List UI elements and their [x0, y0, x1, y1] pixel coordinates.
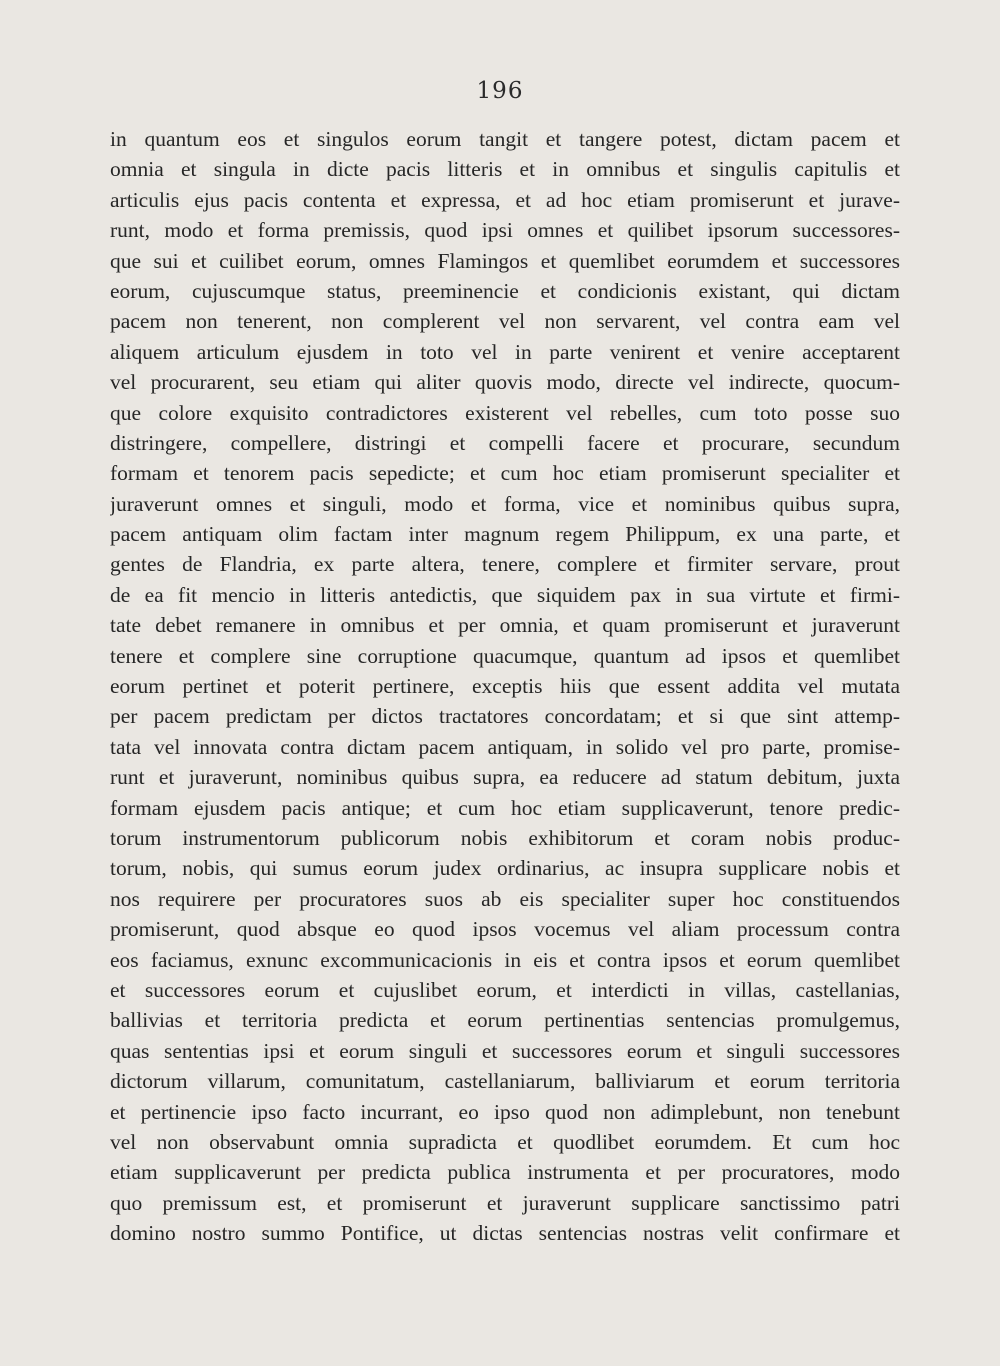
text-line: etiam supplicaverunt per predicta publica instrumenta et per procuratores, modo — [110, 1160, 900, 1185]
text-line: tate debet remanere in omnibus et per omnia, et quam promiserunt et juraverunt — [110, 613, 900, 638]
text-line: torum, nobis, qui sumus eorum judex ordinarius, ac insupra supplicare nobis et — [110, 856, 900, 881]
text-line: formam et tenorem pacis sepedicte; et cum hoc etiam promiserunt specialiter et — [110, 461, 900, 486]
text-line: runt, modo et forma premissis, quod ipsi omnes et quilibet ipsorum successores- — [110, 218, 900, 243]
text-line: pacem antiquam olim factam inter magnum regem Philippum, ex una parte, et — [110, 522, 900, 547]
text-line: distringere, compellere, distringi et compelli facere et procurare, secundum — [110, 430, 900, 455]
text-line: nos requirere per procuratores suos ab eis specialiter super hoc constituendos — [110, 886, 900, 911]
text-line: que sui et cuilibet eorum, omnes Flamingos et quemlibet eorumdem et successores — [110, 248, 900, 273]
text-line: eos faciamus, exnunc excommunicacionis in eis et contra ipsos et eorum quemlibet — [110, 947, 900, 972]
text-line: et pertinencie ipso facto incurrant, eo ipso quod non adimplebunt, non tenebunt — [110, 1099, 900, 1124]
text-line: pacem non tenerent, non complerent vel non servarent, vel contra eam vel — [110, 309, 900, 334]
text-line: articulis ejus pacis contenta et expressa, et ad hoc etiam promiserunt et jurave- — [110, 187, 900, 212]
text-line: et successores eorum et cujuslibet eorum, et interdicti in villas, castellanias, — [110, 977, 900, 1002]
text-line: eorum, cujuscumque status, preeminencie et condicionis existant, qui dictam — [110, 278, 900, 303]
text-line: promiserunt, quod absque eo quod ipsos vocemus vel aliam processum contra — [110, 917, 900, 942]
page-number: 196 — [476, 78, 524, 104]
text-line: per pacem predictam per dictos tractatores concordatam; et si que sint attemp- — [110, 704, 900, 729]
text-line: aliquem articulum ejusdem in toto vel in parte venirent et venire acceptarent — [110, 339, 900, 364]
text-line: quo premissum est, et promiserunt et juraverunt supplicare sanctissimo patri — [110, 1190, 900, 1215]
body-text — [110, 124, 900, 1248]
text-line: de ea fit mencio in litteris antedictis, que siquidem pax in sua virtute et firmi- — [110, 582, 900, 607]
text-line: ballivias et territoria predicta et eorum pertinentias sentencias promulgemus, — [110, 1008, 900, 1033]
text-line: formam ejusdem pacis antique; et cum hoc etiam supplicaverunt, tenore predic- — [110, 795, 900, 820]
text-line: omnia et singula in dicte pacis litteris et in omnibus et singulis capitulis et — [110, 157, 900, 182]
text-line: eorum pertinet et poterit pertinere, exceptis hiis que essent addita vel mutata — [110, 674, 900, 699]
text-line: dictorum villarum, comunitatum, castellaniarum, balliviarum et eorum territoria — [110, 1069, 900, 1094]
text-line: torum instrumentorum publicorum nobis exhibitorum et coram nobis produc- — [110, 825, 900, 850]
text-line: vel procurarent, seu etiam qui aliter quovis modo, directe vel indirecte, quocum- — [110, 370, 900, 395]
text-line: runt et juraverunt, nominibus quibus supra, ea reducere ad statum debitum, juxta — [110, 765, 900, 790]
text-line: vel non observabunt omnia supradicta et quodlibet eorumdem. Et cum hoc — [110, 1129, 900, 1154]
text-line: que colore exquisito contradictores existerent vel rebelles, cum toto posse suo — [110, 400, 900, 425]
text-line: quas sententias ipsi et eorum singuli et successores eorum et singuli successores — [110, 1038, 900, 1063]
text-line: tata vel innovata contra dictam pacem antiquam, in solido vel pro parte, promise- — [110, 734, 900, 759]
text-line: in quantum eos et singulos eorum tangit et tangere potest, dictam pacem et — [110, 127, 900, 151]
text-line: gentes de Flandria, ex parte altera, tenere, complere et firmiter servare, prout — [110, 552, 900, 577]
text-line: juraverunt omnes et singuli, modo et forma, vice et nominibus quibus supra, — [110, 491, 900, 516]
text-line: tenere et complere sine corruptione quacumque, quantum ad ipsos et quemlibet — [110, 643, 900, 668]
text-line: domino nostro summo Pontifice, ut dictas sentencias nostras velit confirmare et — [110, 1221, 900, 1246]
